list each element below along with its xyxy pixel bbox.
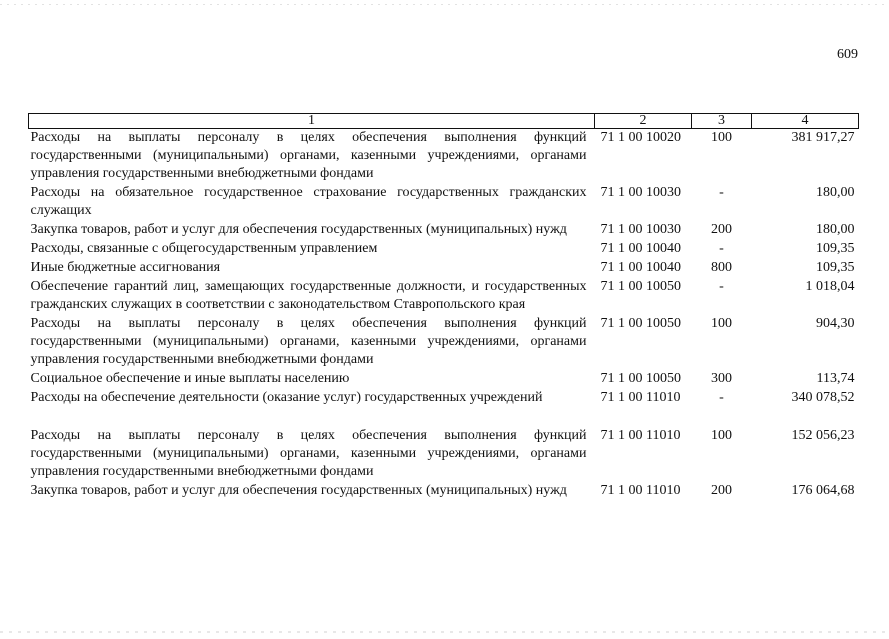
row-name: Расходы на выплаты персоналу в целях обеспечения выполнения функций государственными (муниципальными) органами, казенными учреждениями, органами управления государственными внебюджетными фондами <box>30 428 587 479</box>
row-name: Расходы на выплаты персоналу в целях обеспечения выполнения функций государственными (муниципальными) органами, казенными учреждениями, органами управления государственными внебюджетными фондами <box>30 130 587 181</box>
row-name: Расходы на обязательное государственное страхование государственных гражданских служащих <box>30 185 587 218</box>
row-name: Социальное обеспечение и иные выплаты населению <box>30 371 350 386</box>
row-code: 71 1 00 10030 <box>600 222 681 237</box>
header-row <box>29 114 859 129</box>
row-name: Закупка товаров, работ и услуг для обеспечения государственных (муниципальных) нужд <box>30 483 567 498</box>
row-vr: - <box>719 279 724 294</box>
row-name: Расходы на выплаты персоналу в целях обеспечения выполнения функций государственными (муниципальными) органами, казенными учреждениями, органами управления государственными внебюджетными фондами <box>30 316 587 367</box>
row-sum: 113,74 <box>816 371 855 386</box>
row-vr: - <box>719 241 724 256</box>
table-row <box>29 315 859 370</box>
row-vr: 200 <box>711 222 732 237</box>
row-sum: 109,35 <box>816 241 855 256</box>
row-code: 71 1 00 10030 <box>600 185 681 200</box>
table-row <box>29 278 859 315</box>
row-vr: 100 <box>711 428 732 443</box>
row-vr: 100 <box>711 316 732 331</box>
table-row <box>29 482 859 501</box>
header-col-3: 3 <box>692 114 752 129</box>
scan-noise <box>0 631 889 633</box>
row-name: Расходы на обеспечение деятельности (оказание услуг) государственных учреждений <box>30 390 543 405</box>
table-row <box>29 129 859 185</box>
table-row <box>29 370 859 389</box>
row-name: Иные бюджетные ассигнования <box>30 260 221 275</box>
page-number: 609 <box>837 47 858 62</box>
budget-table <box>28 113 858 501</box>
budget-table-grid <box>28 113 859 501</box>
row-code: 71 1 00 10040 <box>600 260 681 275</box>
row-vr: - <box>719 185 724 200</box>
header-col-2: 2 <box>595 114 692 129</box>
row-sum: 180,00 <box>816 185 855 200</box>
row-sum: 176 064,68 <box>791 483 855 498</box>
row-code: 71 1 00 10050 <box>600 316 681 331</box>
table-row <box>29 389 859 427</box>
table-row <box>29 184 859 221</box>
row-sum: 381 917,27 <box>791 130 855 145</box>
row-sum: 152 056,23 <box>791 428 855 443</box>
row-sum: 109,35 <box>816 260 855 275</box>
row-name: Закупка товаров, работ и услуг для обеспечения государственных (муниципальных) нужд <box>30 222 567 237</box>
row-code: 71 1 00 11010 <box>600 428 681 443</box>
table-row <box>29 240 859 259</box>
row-sum: 180,00 <box>816 222 855 237</box>
row-vr: 100 <box>711 130 732 145</box>
row-code: 71 1 00 10020 <box>600 130 681 145</box>
row-code: 71 1 00 10050 <box>600 371 681 386</box>
header-col-4: 4 <box>752 114 859 129</box>
row-code: 71 1 00 10040 <box>600 241 681 256</box>
row-sum: 904,30 <box>816 316 855 331</box>
scan-edge <box>0 4 889 5</box>
row-name: Обеспечение гарантий лиц, замещающих государственные должности, и государственных гражданских служащих в соответствии с законодательством Ставропольского края <box>30 279 587 312</box>
row-vr: 200 <box>711 483 732 498</box>
row-vr: 300 <box>711 371 732 386</box>
row-vr: - <box>719 390 724 405</box>
row-code: 71 1 00 11010 <box>600 390 681 405</box>
row-sum: 1 018,04 <box>805 279 855 294</box>
row-name: Расходы, связанные с общегосударственным управлением <box>30 241 378 256</box>
row-code: 71 1 00 10050 <box>600 279 681 294</box>
row-code: 71 1 00 11010 <box>600 483 681 498</box>
header-col-1: 1 <box>29 114 595 129</box>
table-row <box>29 259 859 278</box>
row-vr: 800 <box>711 260 732 275</box>
row-sum: 340 078,52 <box>791 390 855 405</box>
table-row <box>29 427 859 482</box>
table-row <box>29 221 859 240</box>
